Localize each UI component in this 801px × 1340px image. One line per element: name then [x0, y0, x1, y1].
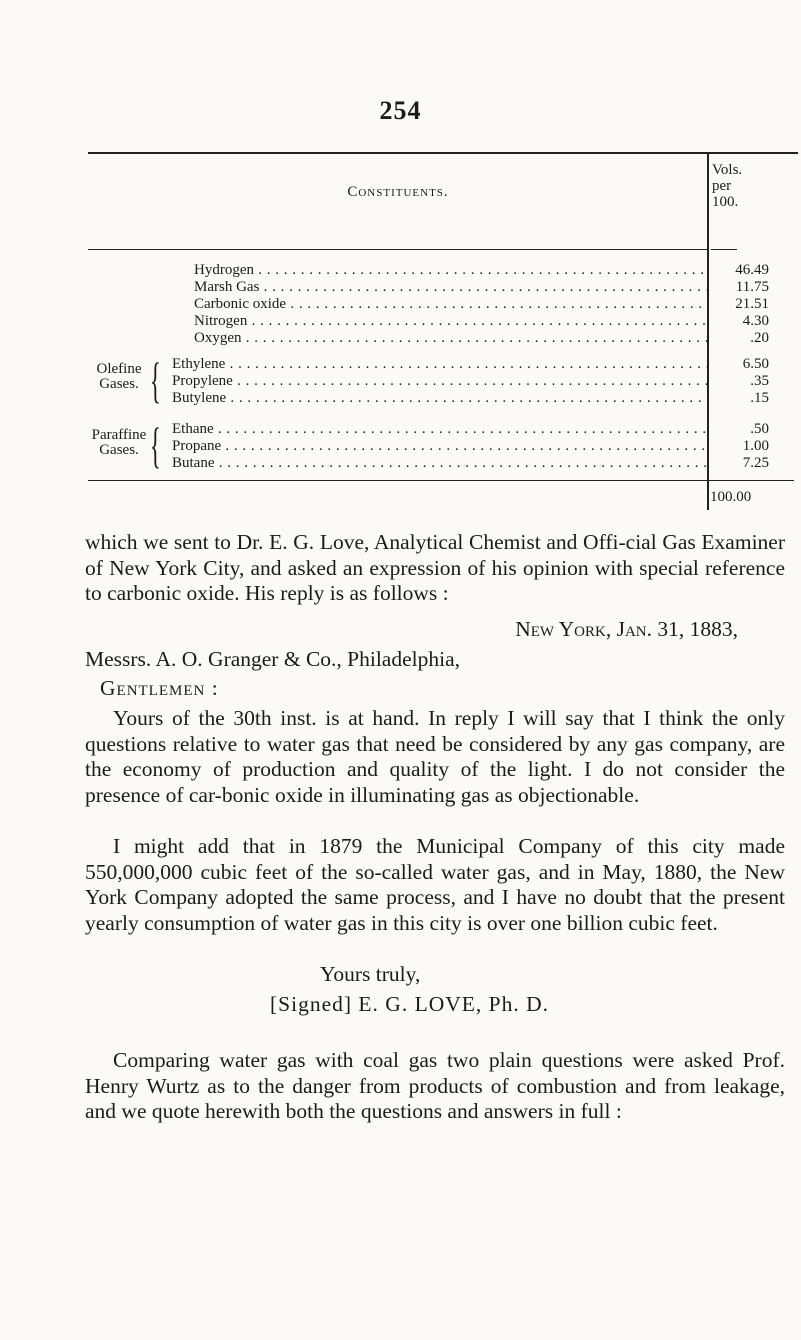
dateline	[140, 617, 738, 643]
constituent-value: 1.00	[742, 438, 769, 454]
paraffine-brace: {	[150, 417, 161, 473]
intro-paragraph: which we sent to Dr. E. G. Love, Analytical Chemist and Offi-cial Gas Examiner of New York City, and asked an expression of his opinion with special reference to carbonic oxide. His reply is as follows :	[85, 530, 785, 605]
dateline-text: New York, Jan. 31, 1883,	[515, 617, 738, 641]
constituent-name: Marsh Gas . . .	[194, 279, 708, 296]
constituents-table	[88, 152, 798, 510]
group-label-line: Olefine	[96, 361, 142, 377]
vols-header-line: 100.	[712, 194, 739, 210]
constituent-name: Carbonic oxide . . .	[194, 296, 708, 313]
salutation: Gentlemen :	[100, 676, 219, 700]
constituent-name: Butane . . .	[172, 455, 708, 472]
constituents-header: Constituents.	[347, 184, 449, 200]
olefine-brace: {	[150, 352, 161, 408]
letter-paragraph-2: I might add that in 1879 the Municipal Company of this city made 550,000,000 cubic feet of the so-called water gas, and in May, 1880, the New York Company adopted the same process, and I have no doubt that the present yearly consumption of water gas in this city is over one billion cubic feet.	[85, 834, 785, 935]
vols-header	[712, 162, 772, 210]
signature: [Signed] E. G. LOVE, Ph. D.	[270, 992, 550, 1016]
closing-paragraph: Comparing water gas with coal gas two plain questions were asked Prof. Henry Wurtz as to the danger from products of combustion and from leakage, and we quote herewith both the questions and answers in full :	[85, 1048, 785, 1123]
constituent-name: Nitrogen . . .	[194, 313, 708, 330]
constituent-value: 21.51	[735, 296, 769, 312]
group-label-line: Gases.	[99, 376, 139, 392]
olefine-group-label	[88, 362, 150, 392]
constituent-value: .50	[750, 421, 769, 437]
constituent-value: 6.50	[742, 356, 769, 372]
closing: Yours truly,	[320, 962, 421, 986]
constituent-value: .15	[750, 390, 769, 406]
sum-rule	[709, 480, 794, 481]
vols-header-line: Vols.	[712, 162, 743, 178]
table-bottom-rule	[88, 480, 708, 481]
constituent-name: Hydrogen . . .	[194, 262, 708, 279]
letter-paragraph-1: Yours of the 30th inst. is at hand. In reply I will say that I think the only questions relative to water gas that need be considered by any gas company, are the economy of production and quality of the light. I do not consider the presence of car-bonic oxide in illuminating gas as objectionable.	[85, 706, 785, 807]
constituent-value: .35	[750, 373, 769, 389]
constituent-value: 4.30	[742, 313, 769, 329]
constituent-name: Ethylene . . .	[172, 356, 708, 373]
constituent-value: 7.25	[742, 455, 769, 471]
table-header-rule	[88, 249, 708, 250]
constituent-name: Oxygen . . .	[194, 330, 708, 347]
group-label-line: Paraffine	[91, 427, 147, 443]
constituent-value: 11.75	[735, 279, 769, 295]
paraffine-group-label	[88, 428, 150, 458]
table-top-rule	[88, 152, 798, 154]
constituent-name: Propane . . .	[172, 438, 708, 455]
addressee: Messrs. A. O. Granger & Co., Philadelphia,	[85, 647, 461, 671]
constituent-value: .20	[750, 330, 769, 346]
vols-header-rule	[711, 249, 737, 250]
constituent-value: 46.49	[735, 262, 769, 278]
vols-header-line: per	[712, 178, 732, 194]
constituent-name: Ethane . . .	[172, 421, 708, 438]
constituent-name: Butylene . . .	[172, 390, 708, 407]
table-total: 100.00	[710, 489, 752, 505]
page-number: 254	[379, 96, 422, 125]
group-label-line: Gases.	[99, 442, 139, 458]
constituent-name: Propylene . . .	[172, 373, 708, 390]
